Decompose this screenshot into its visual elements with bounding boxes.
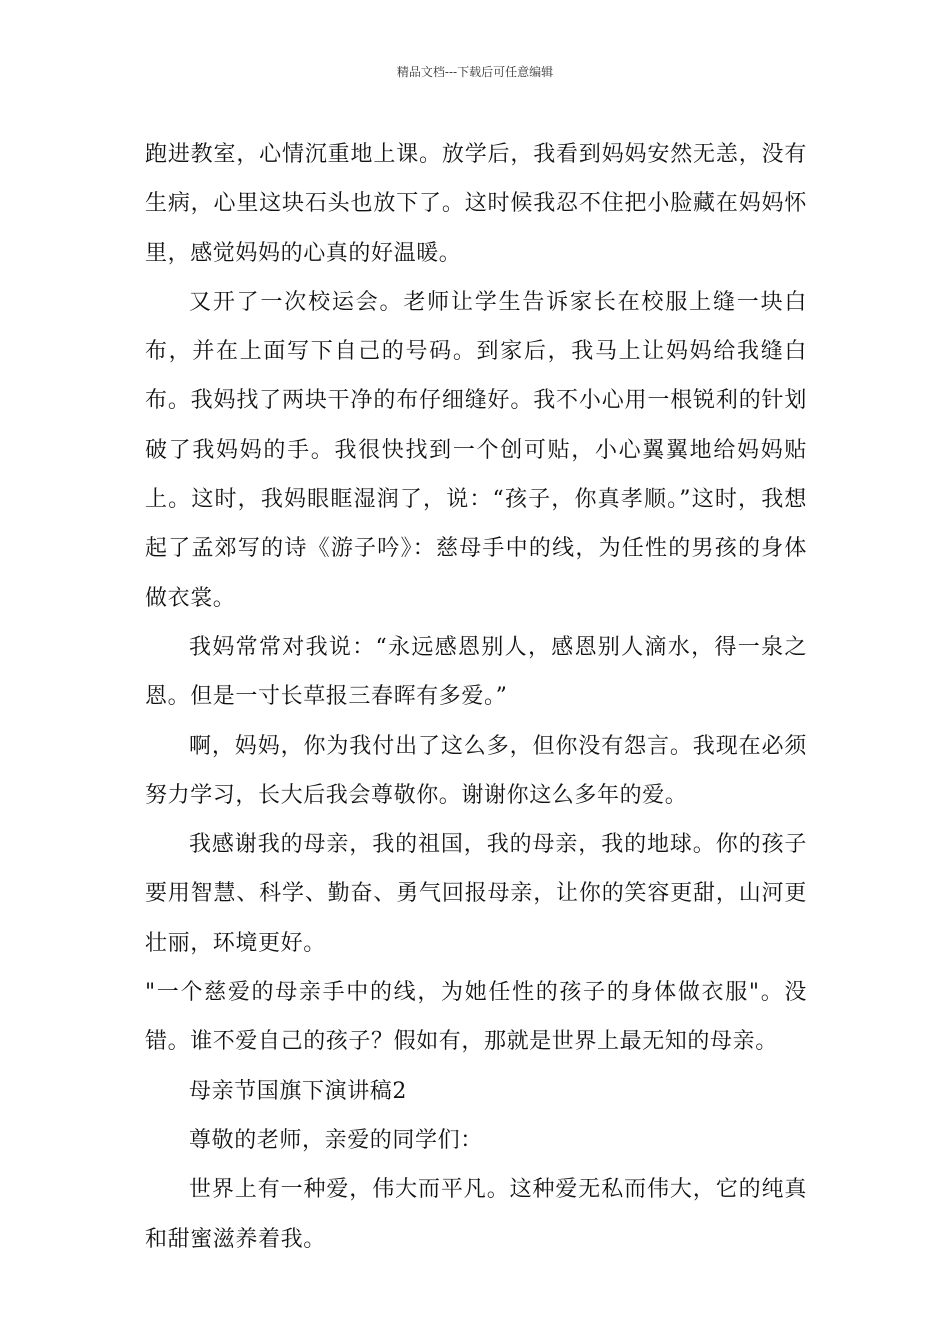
- paragraph: 又开了一次校运会。老师让学生告诉家长在校服上缝一块白布，并在上面写下自己的号码。到家后，我马上让妈妈给我缝白布。我妈找了两块干净的布仔细缝好。我不小心用一根锐利的针划破了我妈妈的手。我很快找到一个创可贴，小心翼翼地给妈妈贴上。这时，我妈眼眶湿润了，说：“孩子，你真孝顺。”这时，我想起了孟郊写的诗《游子吟》：慈母手中的线，为任性的男孩的身体做衣裳。: [145, 289, 807, 611]
- page-header: 精品文档---下载后可任意编辑: [396, 65, 554, 79]
- paragraph: "一个慈爱的母亲手中的线，为她任性的孩子的身体做衣服"。没错。谁不爱自己的孩子？假如有，那就是世界上最无知的母亲。: [145, 980, 807, 1055]
- section-title: 母亲节国旗下演讲稿2: [189, 1078, 407, 1104]
- paragraph: 我妈常常对我说：“永远感恩别人，感恩别人滴水，得一泉之恩。但是一寸长草报三春晖有多爱。”: [145, 634, 807, 710]
- salutation: 尊敬的老师，亲爱的同学们：: [189, 1127, 483, 1153]
- paragraph: 跑进教室，心情沉重地上课。放学后，我看到妈妈安然无恙，没有生病，心里这块石头也放下了。这时候我忍不住把小脸藏在妈妈怀里，感觉妈妈的心真的好温暖。: [145, 142, 807, 266]
- paragraph: 啊，妈妈，你为我付出了这么多，但你没有怨言。我现在必须努力学习，长大后我会尊敬你。谢谢你这么多年的爱。: [145, 733, 807, 808]
- document-body: [145, 130, 807, 1264]
- paragraph: 世界上有一种爱，伟大而平凡。这种爱无私而伟大，它的纯真和甜蜜滋养着我。: [145, 1177, 807, 1252]
- paragraph: 我感谢我的母亲，我的祖国，我的母亲，我的地球。你的孩子要用智慧、科学、勤奋、勇气回报母亲，让你的笑容更甜，山河更壮丽，环境更好。: [145, 832, 807, 956]
